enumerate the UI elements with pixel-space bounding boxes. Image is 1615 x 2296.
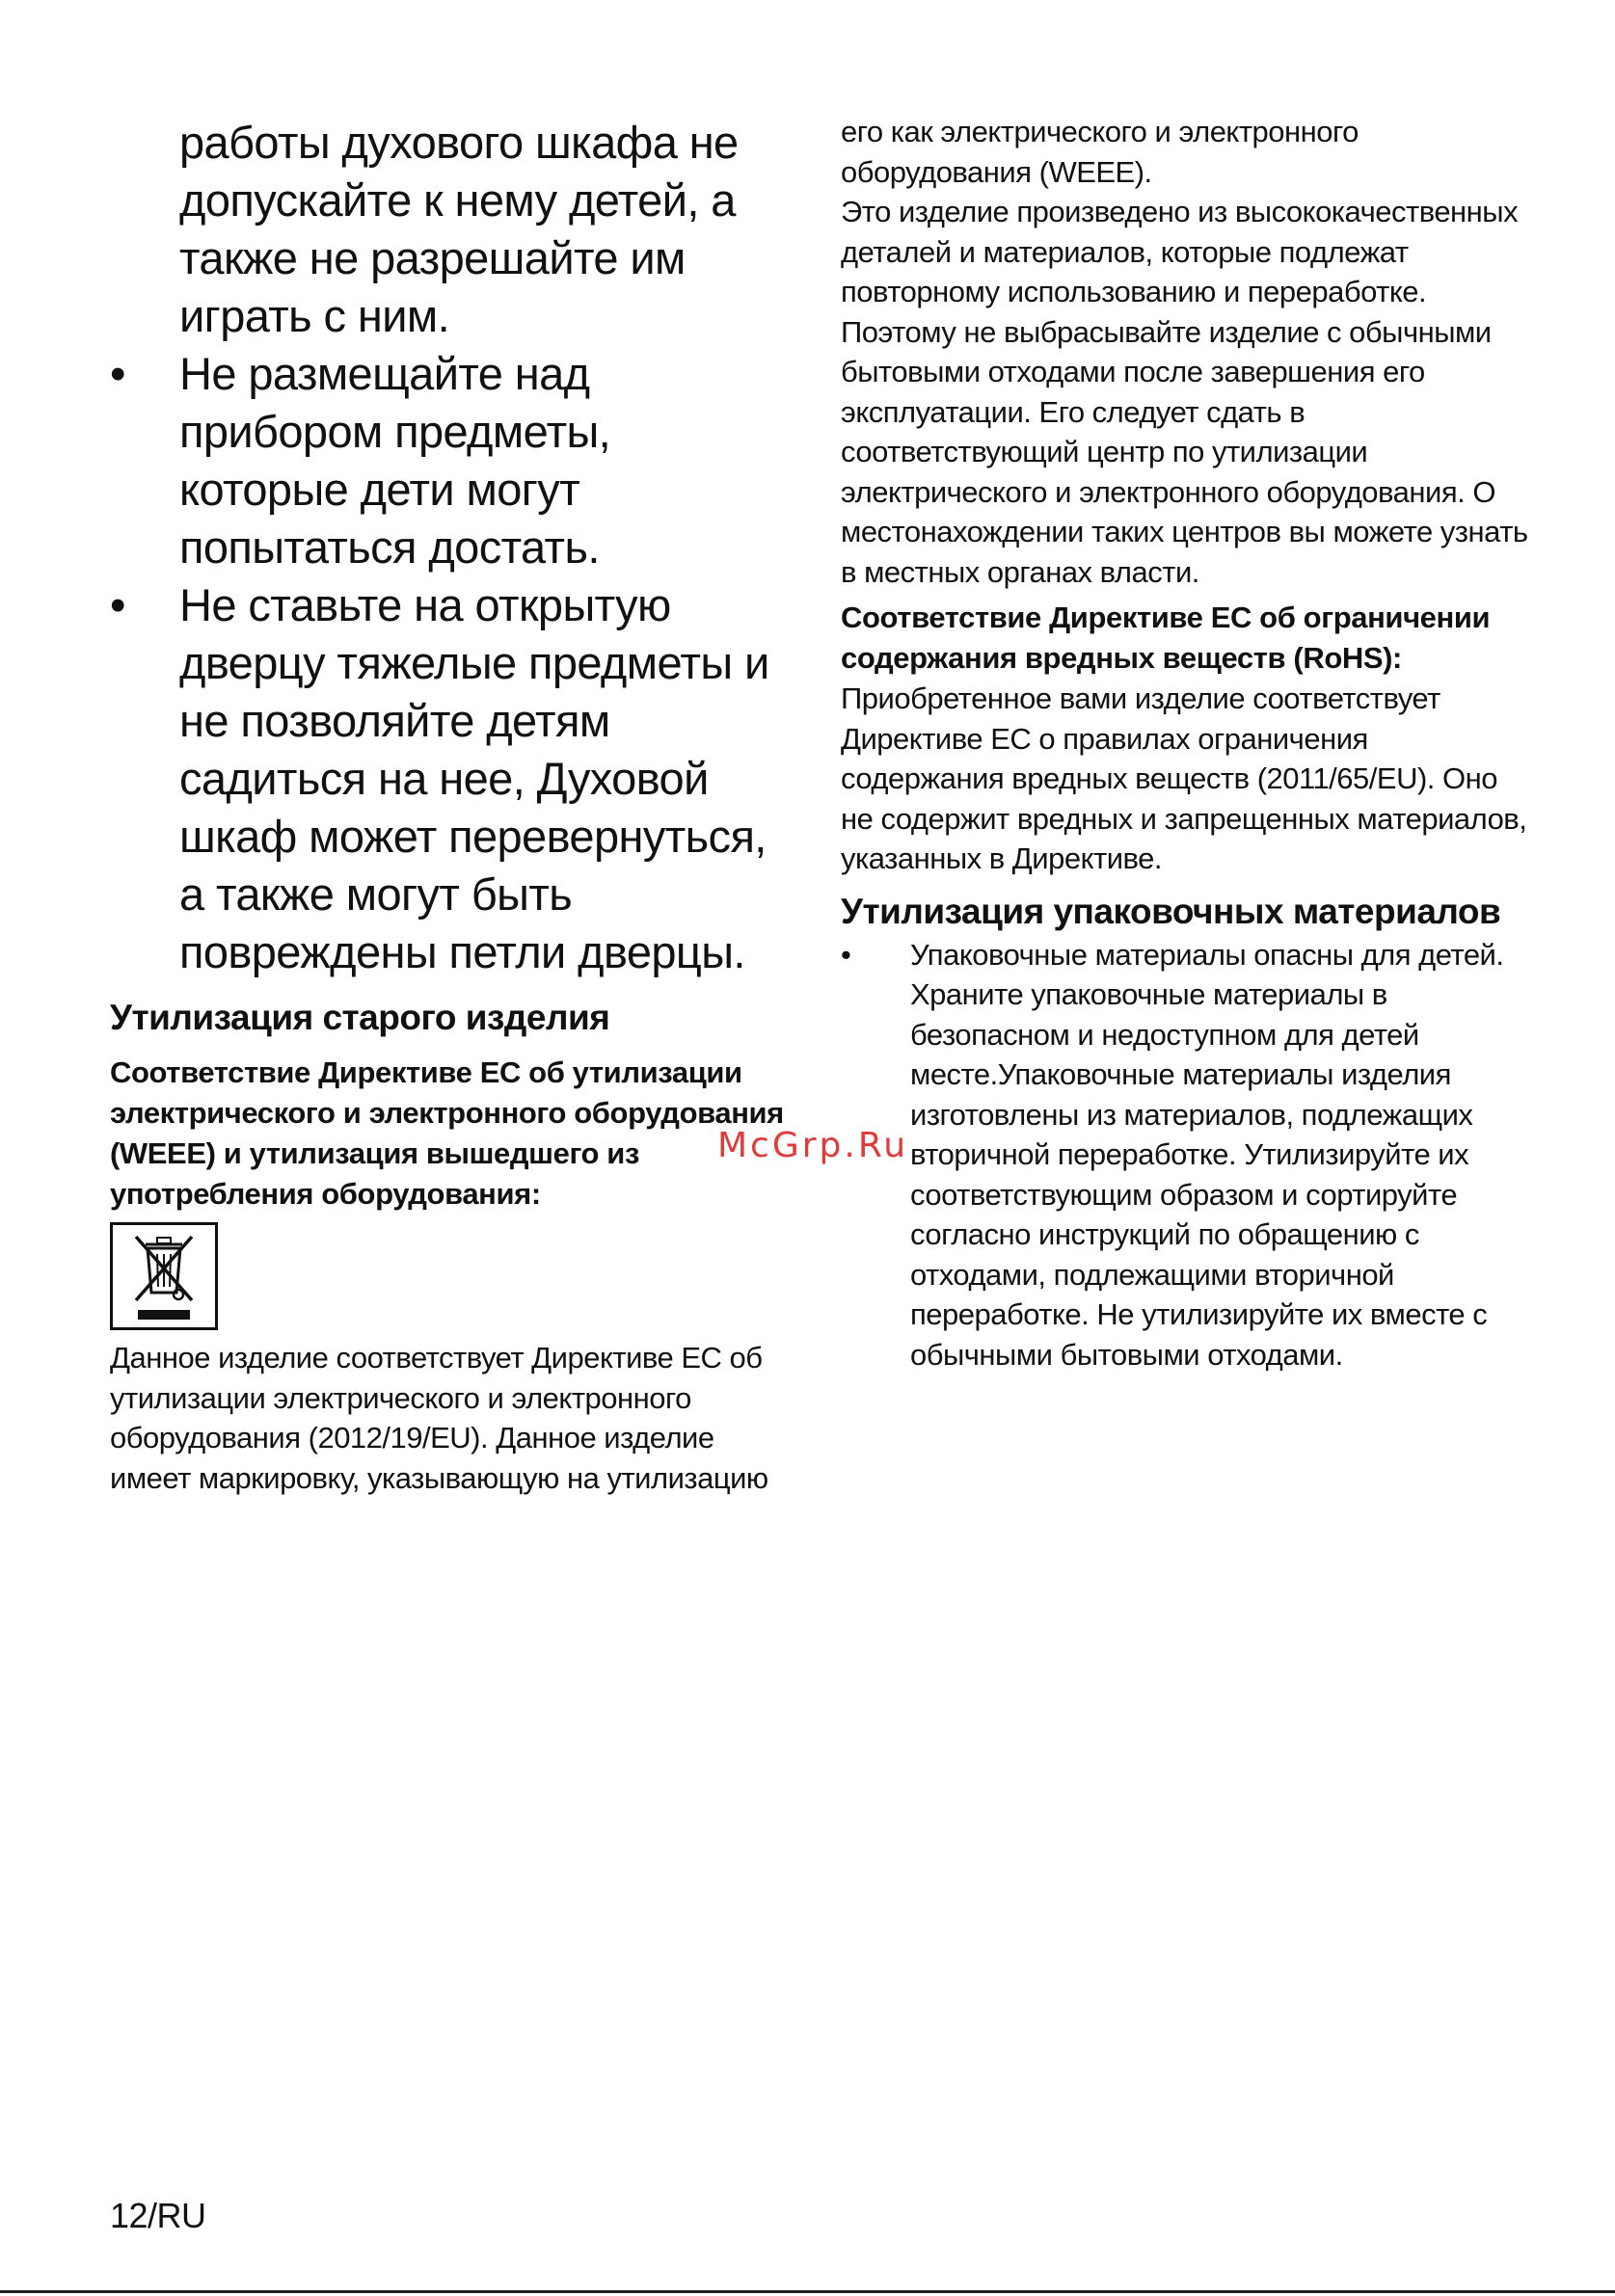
packaging-bullet: [841, 935, 1535, 1375]
section-title-packaging: Утилизация упаковочных материалов: [841, 891, 1501, 931]
bullet-glyph: •: [841, 937, 851, 972]
safety-bullets: [110, 345, 785, 981]
crossed-out-wheelie-bin-icon: [110, 1222, 218, 1330]
safety-text: [110, 114, 785, 981]
watermark: McGrp.Ru: [717, 1126, 909, 1165]
section-title-old-product: Утилизация старого изделия: [110, 998, 610, 1037]
left-column: [110, 114, 785, 1498]
bottom-divider: [0, 2290, 1615, 2293]
bullet-glyph: •: [110, 348, 125, 399]
rohs-text: Приобретенное вами изделие соответствует Директиве ЕС о правилах ограничения содержания вредных веществ (2011/65/EU). Оно не содержит вредных и запрещенных материалов, указанных в Директиве.: [841, 681, 1527, 875]
packaging-bullet-text: Упаковочные материалы опасны для детей. Храните упаковочные материалы в безопасном и недоступном для детей месте.Упаковочные материалы изделия изготовлены из материалов, подлежащих вторичной переработке. Утилизируйте их соответствующим образом и сортируйте согласно инструкций по обращению с отходами, подлежащими вторичной переработке. Не утилизируйте их вместе с обычными бытовыми отходами.: [910, 937, 1504, 1372]
weee-text: Данное изделие соответствует Директиве ЕС об утилизации электрического и электронного оборудования (2012/19/EU). Данное изделие имеет маркировку, указывающую на утилизацию: [110, 1341, 768, 1495]
safety-bullet-text: Не размещайте над прибором предметы, которые дети могут попытаться достать.: [179, 348, 611, 573]
bullet-glyph: •: [110, 579, 125, 630]
safety-bullet-text: Не ставьте на открытую дверцу тяжелые предметы и не позволяйте детям садиться на нее, Духовой шкаф может перевернуться, а также могут быть повреждены петли дверцы.: [179, 579, 769, 977]
safety-bullet: [110, 345, 785, 576]
recycle-text: Это изделие произведено из высококачественных деталей и материалов, которые подлежат повторному использованию и переработке. Поэтому не выбрасывайте изделие с обычными бытовыми отходами после завершения его эксплуатации. Его следует сдать в соответствующий центр по утилизации электрического и электронного оборудования. О местонахождении таких центров вы можете узнать в местных органах власти.: [841, 195, 1528, 589]
page-number: 12/RU: [110, 2196, 206, 2235]
safety-intro: работы духового шкафа не допускайте к нему детей, а также не разрешайте им играть с ним.: [179, 117, 739, 341]
right-column: [841, 112, 1535, 1375]
safety-bullet: [110, 576, 785, 981]
weee-subheading: Соответствие Директиве ЕС об утилизации электрического и электронного оборудования (WEEE) и утилизация вышедшего из употребления оборудования:: [110, 1055, 784, 1211]
weee-continued-text: его как электрического и электронного оборудования (WEEE).: [841, 115, 1359, 189]
rohs-subheading: Соответствие Директиве ЕС об ограничении содержания вредных веществ (RoHS):: [841, 601, 1491, 675]
packaging-bullets: [841, 935, 1535, 1375]
